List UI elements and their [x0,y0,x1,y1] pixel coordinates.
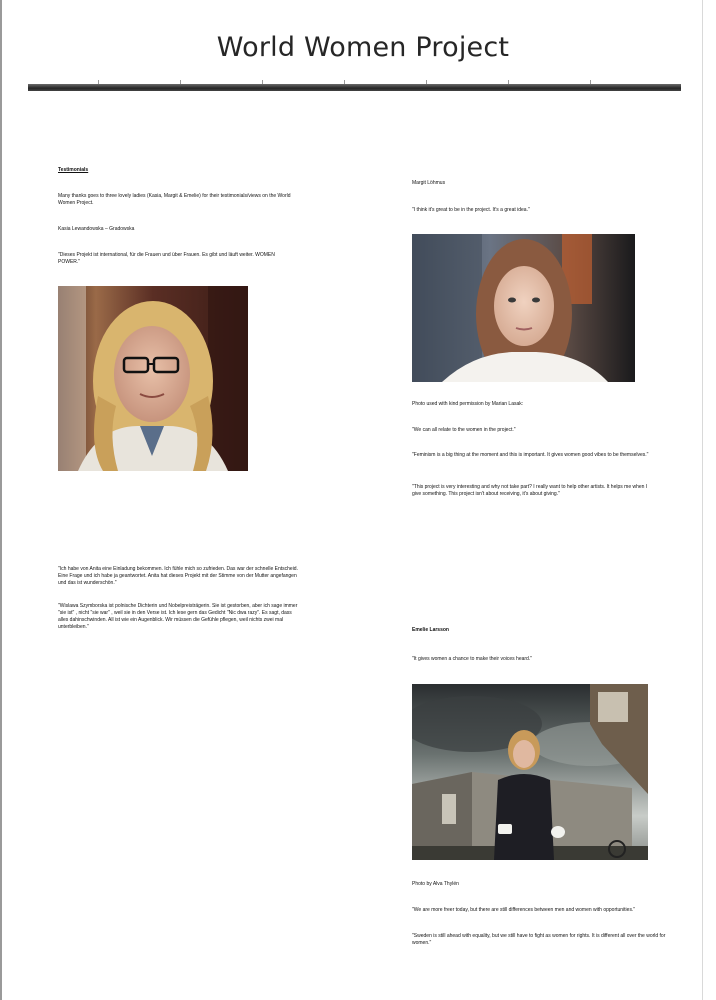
intro-text: Many thanks goes to three lovely ladies (Kasia, Margit & Emelie) for their testimonials/views on the World Women Project. [58,193,291,206]
divider-tick [508,80,509,84]
kasia-quote-2: "Ich habe von Anita eine Einladung bekommen. Ich fühle mich so zufrieden. Das war der schnelle Entscheid. Eine Frage und ich habe ja geantwortet. Anita hat dieses Projekt mit der Stimme von der Mutter angefangen und das ist wunderschön." [58,566,298,586]
kasia-name: Kasia Lewandowska – Gradowska [58,226,135,232]
margit-quote-4: "This project is very interesting and why not take part? I really want to help other artists. It helps me when I give something. This project isn't about receiving, it's about giving." [412,484,648,497]
margit-quote-1: "I think it's great to be in the project. It's a great idea." [412,207,530,213]
divider-tick [590,80,591,84]
page-title: World Women Project [216,32,510,63]
margit-quote-2: "We can all relate to the women in the project." [412,427,516,433]
divider-tick [426,80,427,84]
emelie-quote-2: "We are more freer today, but there are still differences between men and women with opportunities." [412,907,636,913]
kasia-quote-3: "Wislawa Szymborska ist polnische Dichterin und Nobelpreisträgerin. Sie ist gestorben, aber ich sage immer "sie ist" , nicht "sie war" , weil sie in den Verse ist. Ich lese gern das Gedicht "Nic dwa razy". Es sagt, dass alles dahinschwinden. All ist wie ein Augenblick. Wir müssen die Gefühle pflegen, weil nichts zwei mal unterbleiben." [58,603,298,630]
kasia-quote-1: "Dieses Projekt ist international, für die Frauen und über Frauen. Es gibt und läuft weiter. WOMEN POWER." [58,252,275,265]
title-divider-bar [28,84,681,91]
page-right-border [702,0,703,1000]
divider-tick [180,80,181,84]
divider-tick [344,80,345,84]
divider-tick [262,80,263,84]
emelie-photo [412,684,648,860]
margit-quote-3: "Feminism is a big thing at the moment and this is important. It gives women good vibes to be themselves." [412,452,649,458]
testimonials-heading: Testimonials [58,167,89,173]
page-left-border [0,0,2,1000]
emelie-photo-credit: Photo by Alva Thylén [412,881,459,887]
margit-photo-credit: Photo used with kind permission by Marian Lasak: [412,401,524,407]
emelie-name: Emelie Larsson [412,627,449,633]
margit-name: Margit Löhmus [412,180,446,186]
kasia-photo [58,286,248,471]
margit-photo [412,234,635,382]
divider-tick [98,80,99,84]
emelie-quote-3: "Sweden is still ahead with equality, but we still have to fight as women for rights. It is different all over the world for women." [412,933,666,946]
emelie-quote-1: "It gives women a chance to make their voices heard." [412,656,532,662]
